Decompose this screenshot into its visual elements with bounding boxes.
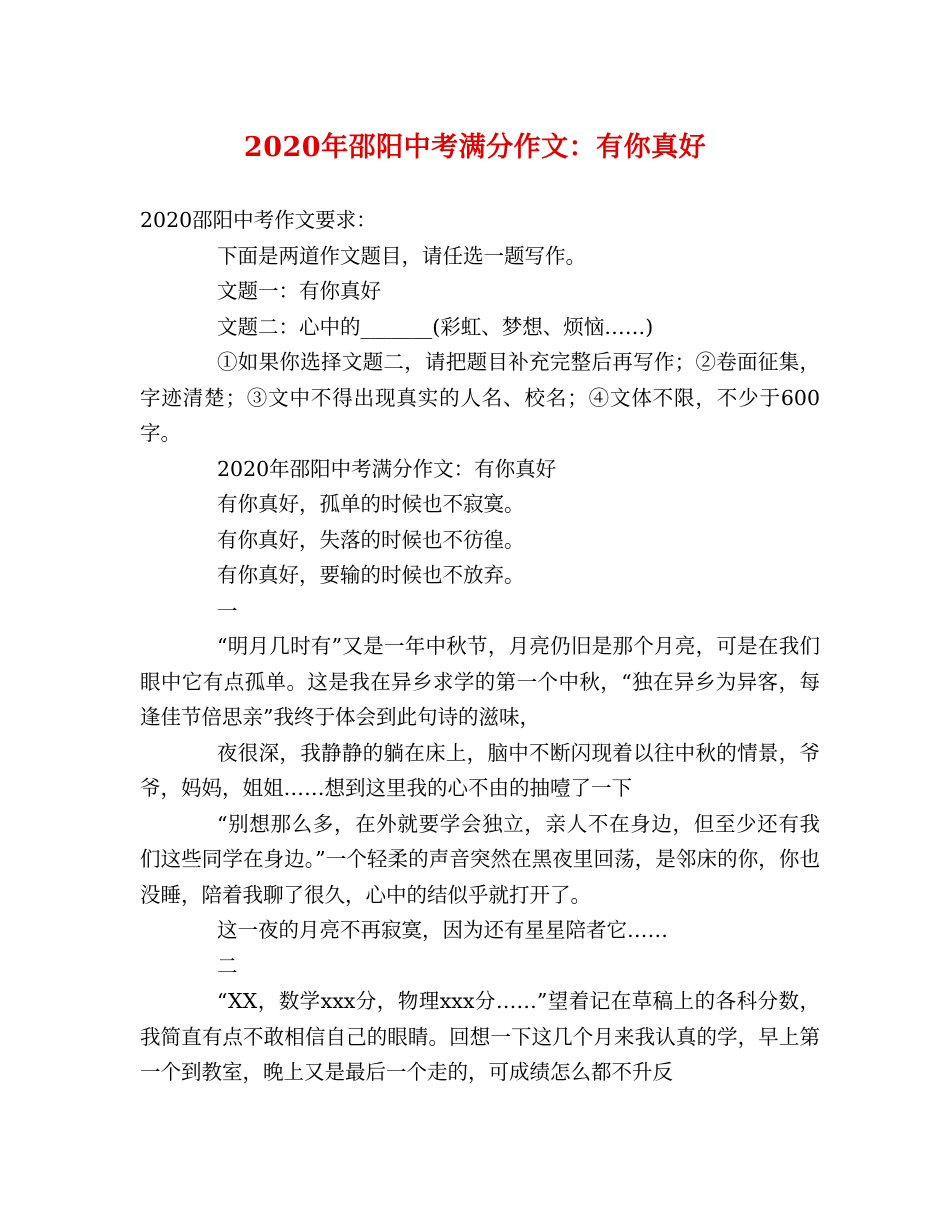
paragraph: 文题二：心中的_______(彩虹、梦想、烦恼……) xyxy=(217,314,654,339)
paragraph: 下面是两道作文题目，请任选一题写作。 xyxy=(217,243,586,268)
section-marker: 二 xyxy=(217,953,238,978)
paragraph: “XX，数学xxx分，物理xxx分……”望着记在草稿上的各科分数，我简直有点不敢相信自己的眼睛。回想一下这几个月来我认真的学，早上第一个到教室，晚上又是最后一个走的，可成绩怎么都不升反 xyxy=(140,989,820,1084)
paragraph: “明月几时有”又是一年中秋节，月亮仍旧是那个月亮，可是在我们眼中它有点孤单。这是我在异乡求学的第一个中秋，“独在异乡为异客，每逢佳节倍思亲”我终于体会到此句诗的滋味， xyxy=(140,634,820,729)
paragraph: 夜很深，我静静的躺在床上，脑中不断闪现着以往中秋的情景，爷爷，妈妈，姐姐……想到这里我的心不由的抽噎了一下 xyxy=(140,740,820,800)
paragraph: 有你真好，要输的时候也不放弃。 xyxy=(217,563,525,587)
paragraph: ①如果你选择文题二，请把题目补充完整后再写作；②卷面征集，字迹清楚；③文中不得出现真实的人名、校名；④文体不限，不少于600字。 xyxy=(140,350,820,445)
paragraph: 有你真好，孤单的时候也不寂寞。 xyxy=(217,492,525,516)
paragraph: 这一夜的月亮不再寂寞，因为还有星星陪者它…… xyxy=(217,918,668,942)
paragraph: 文题一：有你真好 xyxy=(217,279,381,303)
paragraph: 2020年邵阳中考满分作文：有你真好 xyxy=(217,456,557,481)
document-body xyxy=(140,203,820,1091)
paragraph: 有你真好，失落的时候也不彷徨。 xyxy=(217,527,525,552)
paragraph: “别想那么多，在外就要学会独立，亲人不在身边，但至少还有我们这些同学在身边。”一个轻柔的声音突然在黑夜里回荡，是邻床的你，你也没睡，陪着我聊了很久，心中的结似乎就打开了。 xyxy=(140,811,820,907)
section-marker: 一 xyxy=(217,598,238,623)
document-title: 2020年邵阳中考满分作文：有你真好 xyxy=(243,132,707,163)
paragraph: 2020邵阳中考作文要求： xyxy=(140,208,377,232)
